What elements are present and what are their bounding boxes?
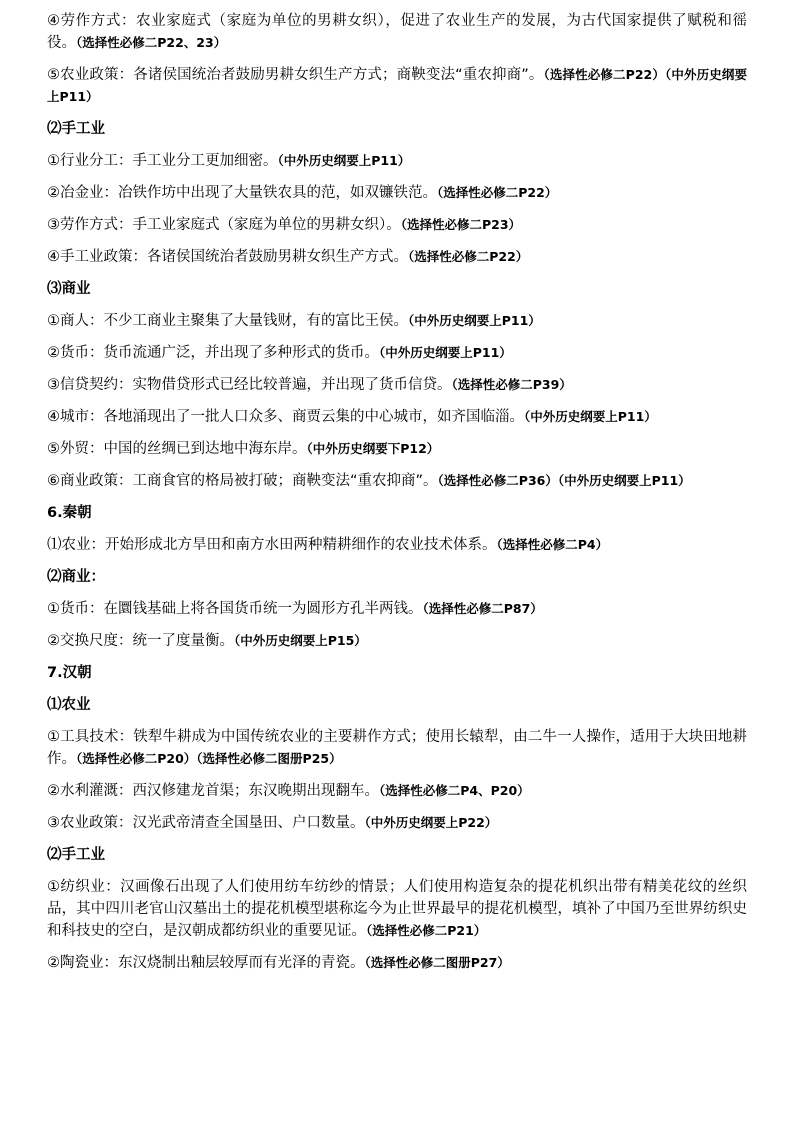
paragraph-text: ③信贷契约：实物借贷形式已经比较普遍，并出现了货币信贷。 xyxy=(47,377,452,393)
textbook-reference: （中外历史纲要上P11） xyxy=(408,313,541,328)
spacer xyxy=(47,684,747,694)
content-paragraph xyxy=(47,246,747,268)
textbook-reference: （选择性必修二P22） xyxy=(408,249,529,264)
spacer xyxy=(47,364,747,374)
content-paragraph xyxy=(47,630,747,652)
spacer xyxy=(47,834,747,844)
textbook-reference: （中外历史纲要上P11） xyxy=(379,345,512,360)
textbook-reference: （选择性必修二P22）（中外历史纲要上P11） xyxy=(47,67,747,104)
textbook-reference: （选择性必修二P87） xyxy=(422,601,543,616)
spacer xyxy=(47,524,747,534)
heading-text: ⑵手工业 xyxy=(47,121,105,137)
section-heading xyxy=(47,844,747,866)
spacer xyxy=(47,204,747,214)
paragraph-text: ⑥商业政策：工商食官的格局被打破；商鞅变法“重农抑商”。 xyxy=(47,473,438,489)
paragraph-text: ①商人：不少工商业主聚集了大量钱财，有的富比王侯。 xyxy=(47,313,408,329)
spacer xyxy=(47,942,747,952)
content-paragraph xyxy=(47,438,747,460)
spacer xyxy=(47,652,747,662)
textbook-reference: （选择性必修二图册P27） xyxy=(364,955,510,970)
paragraph-text: ④劳作方式：农业家庭式（家庭为单位的男耕女织），促进了农业生产的发展，为古代国家提供了赋税和徭役。 xyxy=(47,13,747,51)
paragraph-text: ②冶金业：冶铁作坊中出现了大量铁农具的范，如双镰铁范。 xyxy=(47,185,437,201)
content-paragraph xyxy=(47,150,747,172)
textbook-reference: （中外历史纲要上P11） xyxy=(524,409,657,424)
content-paragraph xyxy=(47,812,747,834)
paragraph-text: ③劳作方式：手工业家庭式（家庭为单位的男耕女织）。 xyxy=(47,217,401,233)
spacer xyxy=(47,172,747,182)
paragraph-text: ②交换尺度：统一了度量衡。 xyxy=(47,633,234,649)
spacer xyxy=(47,396,747,406)
textbook-reference: （选择性必修二P23） xyxy=(400,217,522,232)
content-paragraph xyxy=(47,876,747,942)
heading-text: ⑶商业 xyxy=(47,281,91,297)
textbook-reference: （选择性必修二P20）（选择性必修二图册P25） xyxy=(76,751,342,766)
spacer xyxy=(47,140,747,150)
spacer xyxy=(47,770,747,780)
textbook-reference: （选择性必修二P22） xyxy=(437,185,558,200)
spacer xyxy=(47,460,747,470)
paragraph-text: ②货币：货币流通广泛，并出现了多种形式的货币。 xyxy=(47,345,379,361)
content-paragraph xyxy=(47,952,747,974)
paragraph-text: ①行业分工：手工业分工更加细密。 xyxy=(47,153,278,169)
paragraph-text: ④手工业政策：各诸侯国统治者鼓励男耕女织生产方式。 xyxy=(47,249,408,265)
content-paragraph xyxy=(47,534,747,556)
textbook-reference: （选择性必修二P22、23） xyxy=(76,35,227,50)
spacer xyxy=(47,428,747,438)
textbook-reference: （中外历史纲要上P22） xyxy=(364,815,498,830)
spacer xyxy=(47,492,747,502)
spacer xyxy=(47,300,747,310)
spacer xyxy=(47,54,747,64)
textbook-reference: （选择性必修二P4、P20） xyxy=(379,783,530,798)
content-paragraph xyxy=(47,598,747,620)
section-heading xyxy=(47,662,747,684)
textbook-reference: （选择性必修二P21） xyxy=(366,923,487,938)
spacer xyxy=(47,802,747,812)
paragraph-text: ②陶瓷业：东汉烧制出釉层较厚而有光泽的青瓷。 xyxy=(47,955,365,971)
paragraph-text: ⑤农业政策：各诸侯国统治者鼓励男耕女织生产方式；商鞅变法“重农抑商”。 xyxy=(47,67,544,83)
paragraph-text: ①货币：在圜钱基础上将各国货币统一为圆形方孔半两钱。 xyxy=(47,601,423,617)
section-heading xyxy=(47,694,747,716)
spacer xyxy=(47,332,747,342)
heading-text: 6.秦朝 xyxy=(47,505,92,521)
spacer xyxy=(47,716,747,726)
textbook-reference: （中外历史纲要上P11） xyxy=(277,153,411,168)
paragraph-text: ①工具技术：铁犁牛耕成为中国传统农业的主要耕作方式；使用长辕犁，由二牛一人操作，适用于大块田地耕作。 xyxy=(47,729,747,767)
spacer xyxy=(47,866,747,876)
spacer xyxy=(47,556,747,566)
spacer xyxy=(47,236,747,246)
paragraph-text: ⑴农业：开始形成北方旱田和南方水田两种精耕细作的农业技术体系。 xyxy=(47,537,497,553)
content-paragraph xyxy=(47,780,747,802)
heading-text: 7.汉朝 xyxy=(47,665,92,681)
heading-text: ⑴农业 xyxy=(47,697,91,713)
paragraph-text: ⑤外贸：中国的丝绸已到达地中海东岸。 xyxy=(47,441,307,457)
textbook-reference: （选择性必修二P36）（中外历史纲要上P11） xyxy=(437,473,691,488)
paragraph-text: ①纺织业：汉画像石出现了人们使用纺车纺纱的情景；人们使用构造复杂的提花机织出带有精美花纹的丝织品，其中四川老官山汉墓出土的提花机模型堪称迄今为止世界最早的提花机模型，填补了中国乃至世界纺织史和科技史的空白，是汉朝成都纺织业的重要见证。 xyxy=(47,879,747,939)
paragraph-text: ③农业政策：汉光武帝清查全国垦田、户口数量。 xyxy=(47,815,365,831)
content-paragraph xyxy=(47,342,747,364)
section-heading xyxy=(47,278,747,300)
textbook-reference: （选择性必修二P4） xyxy=(496,537,609,552)
content-paragraph xyxy=(47,406,747,428)
spacer xyxy=(47,620,747,630)
content-paragraph xyxy=(47,310,747,332)
textbook-reference: （中外历史纲要上P15） xyxy=(234,633,367,648)
textbook-reference: （选择性必修二P39） xyxy=(451,377,572,392)
heading-text: ⑵商业： xyxy=(47,569,105,585)
content-paragraph xyxy=(47,470,747,492)
section-heading xyxy=(47,502,747,524)
content-paragraph xyxy=(47,214,747,236)
paragraph-text: ④城市：各地涌现出了一批人口众多、商贾云集的中心城市，如齐国临淄。 xyxy=(47,409,524,425)
content-paragraph xyxy=(47,182,747,204)
section-heading xyxy=(47,566,747,588)
spacer xyxy=(47,108,747,118)
textbook-reference: （中外历史纲要下P12） xyxy=(306,441,440,456)
document-page xyxy=(47,10,747,974)
content-paragraph xyxy=(47,726,747,770)
spacer xyxy=(47,268,747,278)
heading-text: ⑵手工业 xyxy=(47,847,105,863)
spacer xyxy=(47,588,747,598)
content-paragraph xyxy=(47,10,747,54)
paragraph-text: ②水利灌溉：西汉修建龙首渠；东汉晚期出现翻车。 xyxy=(47,783,379,799)
content-paragraph xyxy=(47,64,747,108)
section-heading xyxy=(47,118,747,140)
content-paragraph xyxy=(47,374,747,396)
